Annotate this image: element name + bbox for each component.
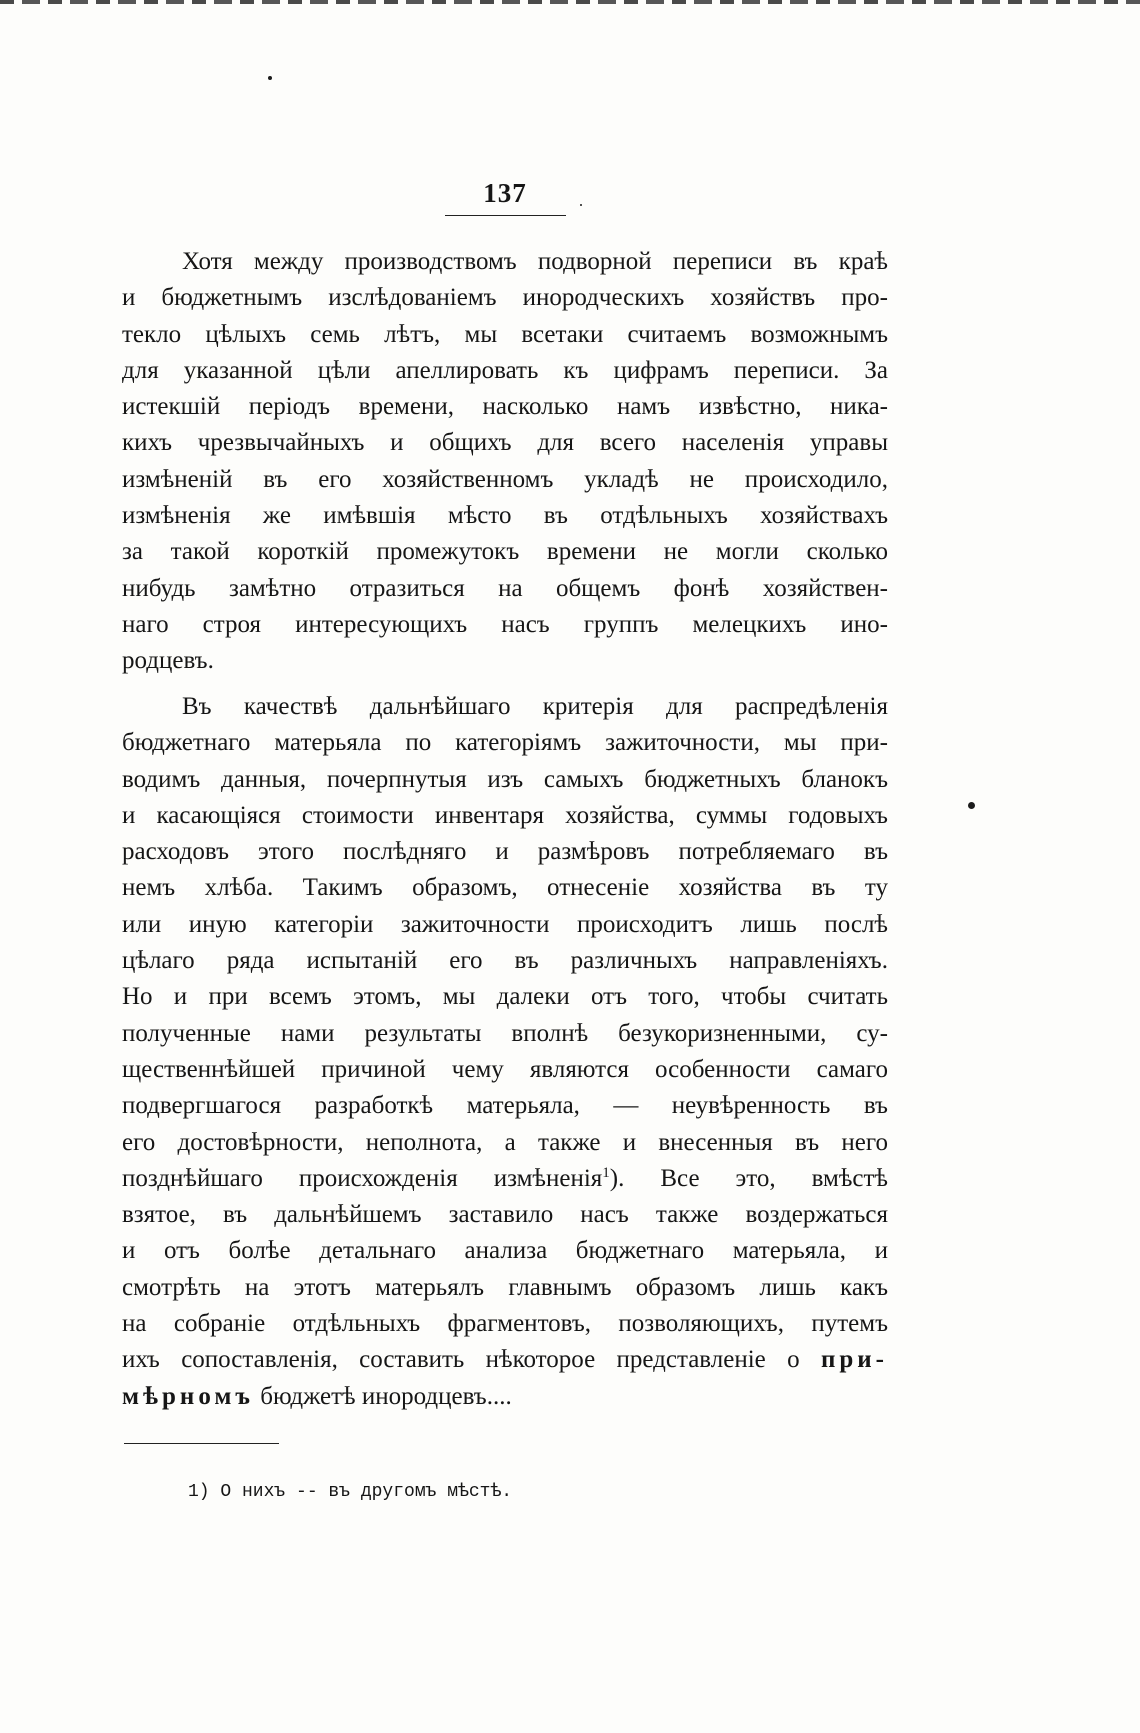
text-line: подвергшагося разработкѣ матерьяла, — неувѣренность въ: [122, 1092, 888, 1120]
footnote-marker: 1: [602, 1164, 610, 1181]
text-line: [122, 1342, 888, 1378]
paragraph-1: [122, 244, 888, 680]
text-line: водимъ данныя, почерпнутыя изъ самыхъ бюджетныхъ бланокъ: [122, 765, 888, 793]
text-line: немъ хлѣба. Такимъ образомъ, отнесеніе хозяйства въ ту: [122, 874, 888, 902]
text-line: для указанной цѣли апеллировать къ цифрамъ переписи. За: [122, 356, 888, 384]
text-segment: позднѣйшаго происхожденія измѣненія: [122, 1164, 603, 1192]
text-line: смотрѣть на этотъ матерьялъ главнымъ образомъ лишь какъ: [122, 1273, 888, 1301]
text-line: и отъ болѣе детальнаго анализа бюджетнаго матерьяла, и: [122, 1237, 888, 1265]
text-line: Но и при всемъ этомъ, мы далеки отъ того, чтобы считать: [122, 983, 888, 1011]
scan-speck: [268, 76, 272, 80]
text-line: Хотя между производствомъ подворной переписи въ краѣ: [182, 248, 888, 275]
text-line: Въ качествѣ дальнѣйшаго критерія для распредѣленія: [182, 693, 888, 720]
text-line: и бюджетнымъ изслѣдованіемъ инородческихъ хозяйствъ про-: [122, 284, 888, 312]
text-line: кихъ чрезвычайныхъ и общихъ для всего населенія управы: [122, 429, 888, 457]
text-line: взятое, въ дальнѣйшемъ заставило насъ также воздержаться: [122, 1201, 888, 1229]
scan-speck: [968, 802, 975, 809]
page-number-rule: [445, 215, 566, 216]
text-line: измѣненій въ его хозяйственномъ укладѣ не происходило,: [122, 465, 888, 493]
text-line: текло цѣлыхъ семь лѣтъ, мы всетаки считаемъ возможнымъ: [122, 320, 888, 348]
text-line: родцевъ.: [122, 647, 214, 675]
text-line: измѣненія же имѣвшія мѣсто въ отдѣльныхъ хозяйствахъ: [122, 502, 888, 530]
text-segment: бюджетѣ инородцевъ....: [260, 1382, 512, 1410]
text-line: щественнѣйшей причиной чему являются особенности самаго: [122, 1055, 888, 1083]
text-line: [122, 1379, 888, 1415]
paragraph-2: [122, 689, 888, 1415]
emphasized-text: при-: [820, 1346, 888, 1374]
text-line: истекшій періодъ времени, насколько намъ извѣстно, ника-: [122, 393, 888, 421]
text-line: нибудь замѣтно отразиться на общемъ фонѣ хозяйствен-: [122, 574, 888, 602]
text-line: цѣлаго ряда испытаній его въ различныхъ направленіяхъ.: [122, 947, 888, 975]
text-segment: ). Все это, вмѣстѣ: [609, 1164, 888, 1192]
text-line: за такой короткій промежутокъ времени не могли сколько: [122, 538, 888, 566]
text-line: на собраніе отдѣльныхъ фрагментовъ, позволяющихъ, путемъ: [122, 1310, 888, 1338]
text-line: или иную категоріи зажиточности происходитъ лишь послѣ: [122, 910, 888, 938]
scan-speck: [580, 204, 582, 206]
scan-top-edge: [0, 0, 1140, 4]
page-number: 137: [483, 178, 527, 208]
footnote-divider: [124, 1443, 279, 1444]
text-line-with-footnote: [122, 1161, 888, 1197]
text-segment: ихъ сопоставленія, составить нѣкоторое представленіе о: [122, 1346, 800, 1374]
text-line: наго строя интересующихъ насъ группъ мелецкихъ ино-: [122, 610, 888, 638]
text-line: бюджетнаго матерьяла по категоріямъ зажиточности, мы при-: [122, 729, 888, 757]
text-line: полученные нами результаты вполнѣ безукоризненными, су-: [122, 1019, 888, 1047]
emphasized-text: мѣрномъ: [122, 1382, 254, 1410]
text-line: и касающіяся стоимости инвентаря хозяйства, суммы годовыхъ: [122, 801, 888, 829]
footnote: 1) О нихъ -- въ другомъ мѣстѣ.: [188, 1482, 513, 1502]
text-line: его достовѣрности, неполнота, а также и внесенныя въ него: [122, 1128, 888, 1156]
text-line: расходовъ этого послѣдняго и размѣровъ потребляемаго въ: [122, 838, 888, 866]
